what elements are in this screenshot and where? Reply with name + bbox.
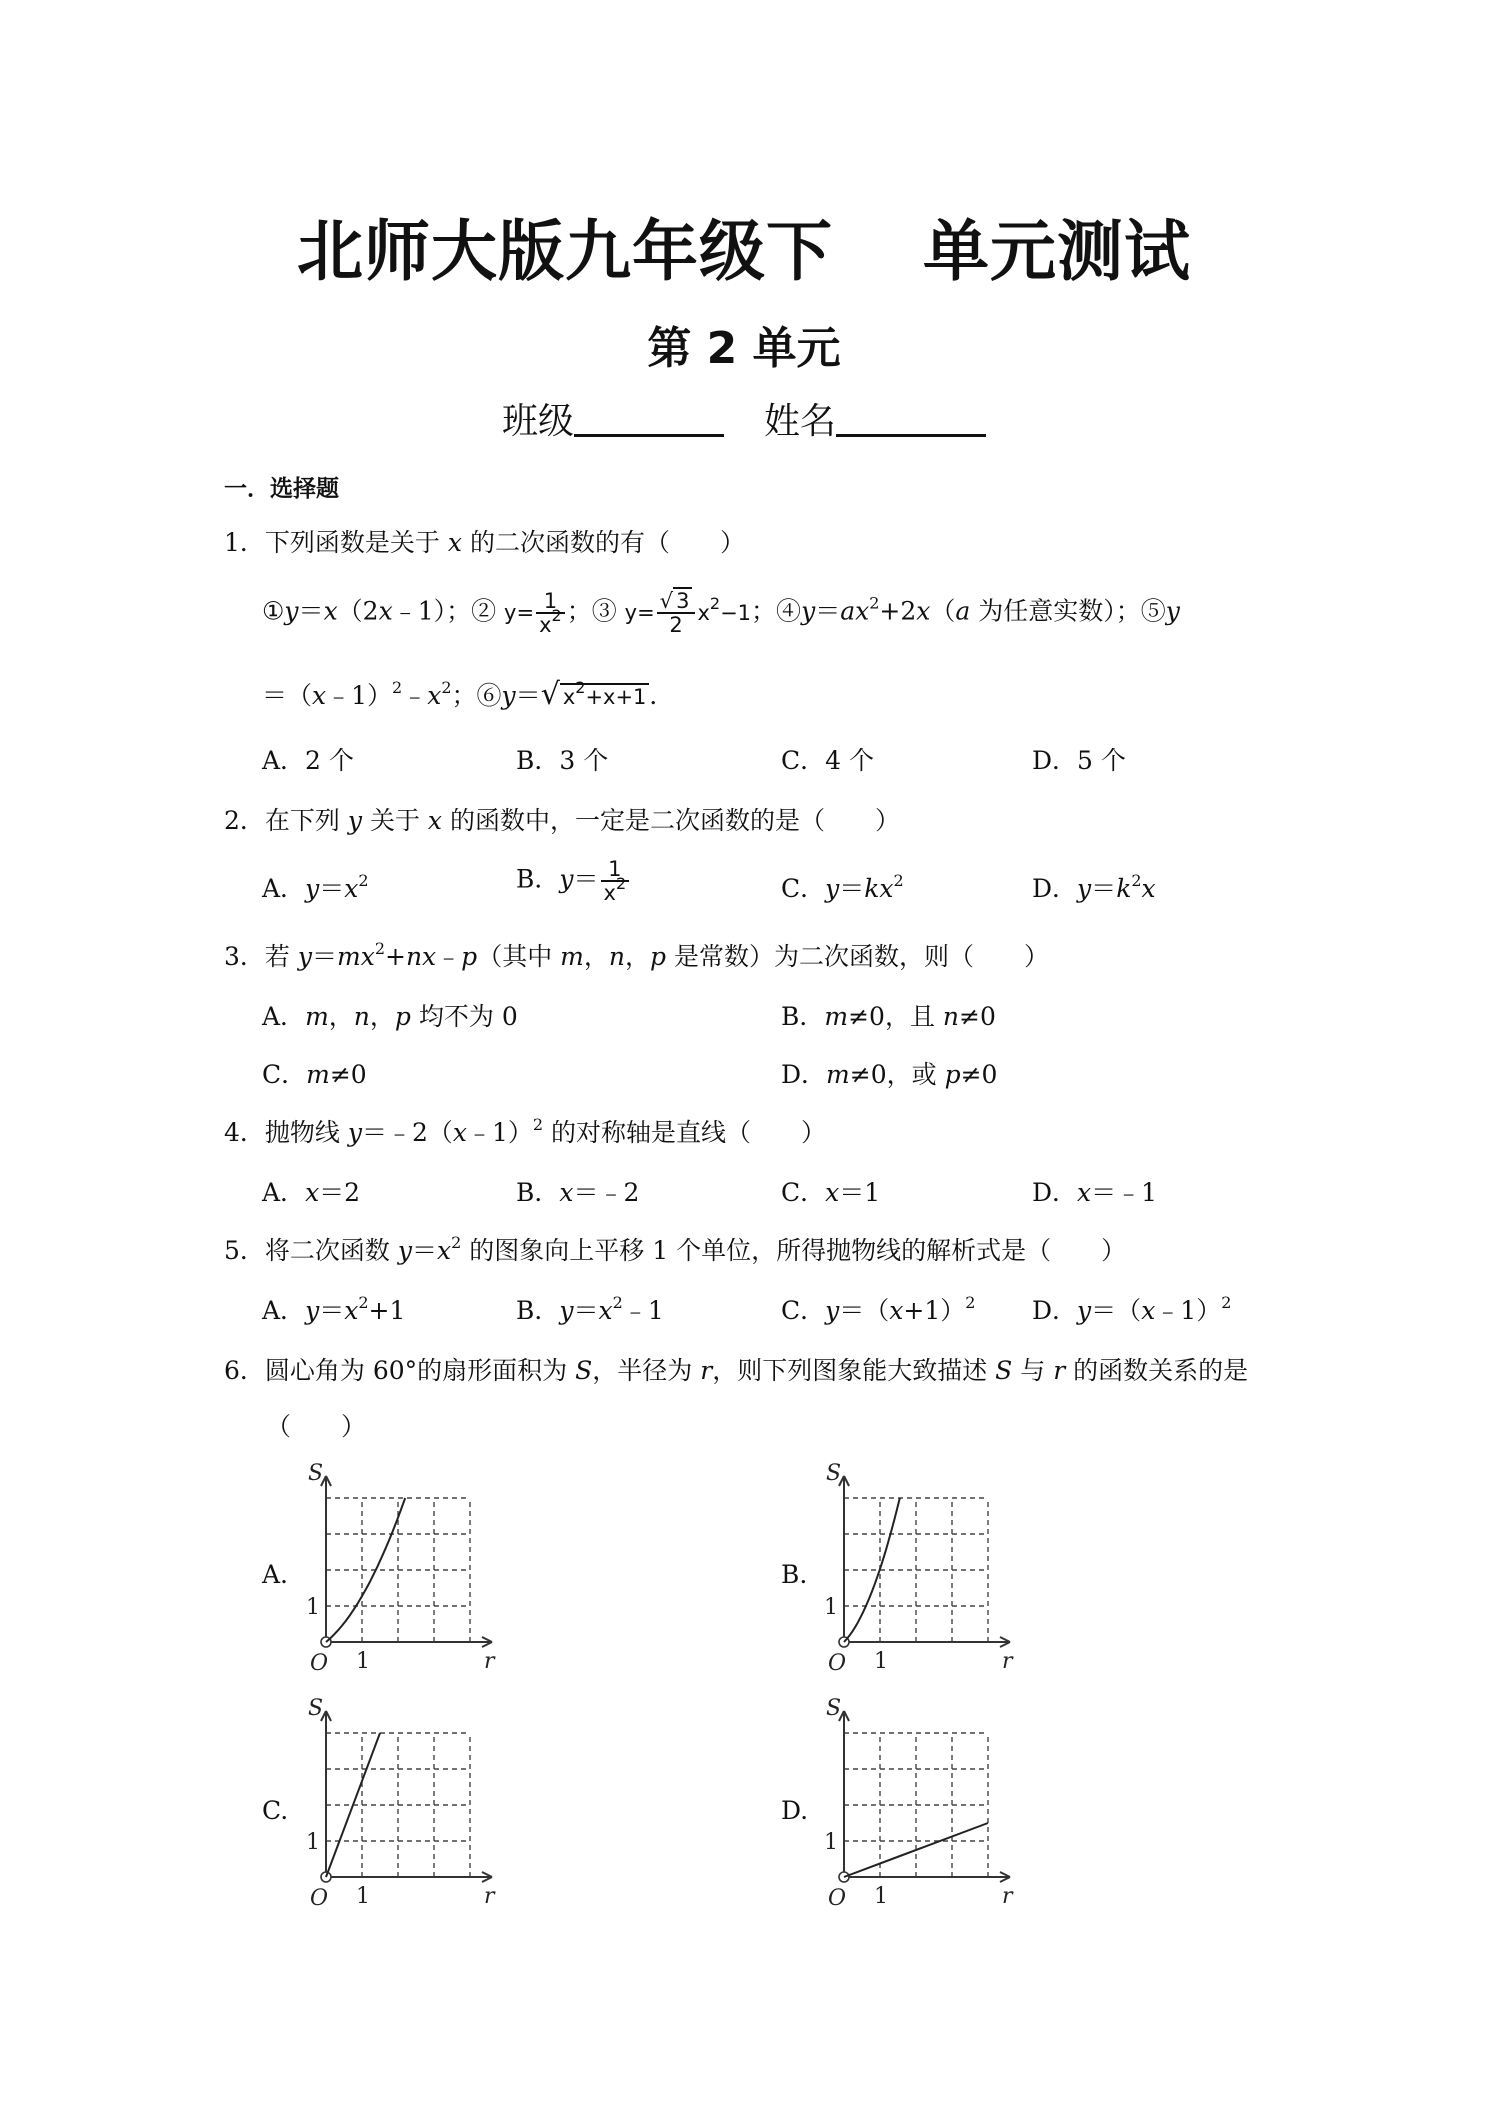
q4-option-b[interactable]: B．x＝﹣2 bbox=[516, 1178, 640, 1207]
q3-option-c[interactable]: C．m≠0 bbox=[262, 1060, 367, 1089]
y-tick-1: 1 bbox=[824, 1830, 838, 1855]
q5-option-a[interactable]: A．$y=x^2+1$ bbox=[262, 1293, 406, 1325]
q6-graph-d[interactable] bbox=[814, 1697, 1024, 1922]
x-tick-1: 1 bbox=[874, 1649, 888, 1674]
y-tick-1: 1 bbox=[306, 1830, 320, 1855]
title-right: 单元测试 bbox=[923, 213, 1191, 290]
q6-option-b-label[interactable]: B. bbox=[781, 1560, 808, 1589]
q6-stem-d: 与 bbox=[1020, 1356, 1046, 1385]
q5-option-d[interactable]: D．y＝（x﹣1）$^2$ bbox=[1032, 1293, 1232, 1325]
x-tick-1: 1 bbox=[356, 1649, 370, 1674]
page-title bbox=[0, 198, 1488, 293]
q1-stem-a: 1．下列函数是关于 bbox=[224, 528, 440, 557]
origin-label: O bbox=[310, 1651, 329, 1676]
q1-option-a[interactable]: A．2 个 bbox=[262, 746, 354, 775]
q3-stem-b: （其中 bbox=[477, 942, 553, 971]
origin-label: O bbox=[828, 1886, 847, 1911]
q6-option-a-label[interactable]: A. bbox=[262, 1560, 289, 1589]
axis-label-r: r bbox=[484, 1649, 495, 1674]
section-heading: 一．选择题 bbox=[224, 476, 339, 502]
q6-stem-c: ，则下列图象能大致描述 bbox=[712, 1356, 988, 1385]
q3-option-d-text: ≠0，或 bbox=[849, 1060, 937, 1089]
q1-stem-b: 的二次函数的有（ ） bbox=[469, 528, 745, 557]
x-tick-1: 1 bbox=[356, 1884, 370, 1909]
axis-label-r: r bbox=[1002, 1884, 1013, 1909]
q2-stem-b: 关于 bbox=[369, 806, 420, 835]
title-left: 北师大版九年级下 bbox=[297, 213, 833, 290]
q6-option-c-label[interactable]: C. bbox=[262, 1796, 289, 1825]
q6-stem-b: ，半径为 bbox=[592, 1356, 693, 1385]
q1-stem: 1．下列函数是关于 x 的二次函数的有（ ） bbox=[224, 528, 745, 557]
q2-option-d[interactable]: D．$y=k^2x$ bbox=[1032, 871, 1156, 903]
q6-graph-c[interactable] bbox=[296, 1697, 506, 1922]
q3-option-d[interactable]: D．m≠0，或 p≠0 bbox=[781, 1060, 998, 1089]
q4-stem-a: 4．抛物线 bbox=[224, 1118, 340, 1147]
q6-option-d-label[interactable]: D. bbox=[781, 1796, 809, 1825]
q6-stem-e: 的函数关系的是 bbox=[1073, 1356, 1249, 1385]
q6-paren: （ ） bbox=[266, 1412, 367, 1441]
q6-stem: 6．圆心角为 60°的扇形面积为 S，半径为 r，则下列图象能大致描述 S 与 r 的函数关系的是 bbox=[224, 1356, 1249, 1385]
q6-graph-b[interactable] bbox=[814, 1462, 1024, 1687]
q5-stem-a: 5．将二次函数 bbox=[224, 1236, 390, 1265]
q1-option-b[interactable]: B．3 个 bbox=[516, 746, 609, 775]
q2-stem-a: 2．在下列 bbox=[224, 806, 340, 835]
axis-label-r: r bbox=[1002, 1649, 1013, 1674]
y-tick-1: 1 bbox=[824, 1595, 838, 1620]
axis-label-s: S bbox=[308, 1462, 324, 1486]
name-label: 姓名 bbox=[764, 401, 837, 442]
q3-stem-a: 3．若 bbox=[224, 942, 290, 971]
axis-label-r: r bbox=[484, 1884, 495, 1909]
name-blank[interactable] bbox=[836, 400, 986, 437]
q4-stem-b: 的对称轴是直线（ ） bbox=[551, 1118, 827, 1147]
origin-label: O bbox=[828, 1651, 847, 1676]
student-info bbox=[0, 393, 1488, 444]
q4-option-d[interactable]: D．x＝﹣1 bbox=[1032, 1178, 1158, 1207]
q3-stem: 3．若 $y=mx^2+nx﹣p$（其中 m，n，p 是常数）为二次函数，则（ ） bbox=[224, 939, 1049, 971]
q2-option-a[interactable]: A．$y=x^2$ bbox=[262, 871, 369, 903]
q4-option-a[interactable]: A．x＝2 bbox=[262, 1178, 361, 1207]
axis-label-s: S bbox=[826, 1462, 842, 1486]
q6-graph-a[interactable] bbox=[296, 1462, 506, 1687]
q5-option-b[interactable]: B．$y=x^2﹣1$ bbox=[516, 1293, 664, 1325]
q6-stem-a: 6．圆心角为 60°的扇形面积为 bbox=[224, 1356, 568, 1385]
q1-option-d[interactable]: D．5 个 bbox=[1032, 746, 1126, 775]
class-label: 班级 bbox=[501, 401, 574, 442]
q3-option-a[interactable]: A．m，n，p 均不为 0 bbox=[262, 1002, 518, 1031]
class-blank[interactable] bbox=[574, 400, 724, 437]
q3-option-a-text: 均不为 0 bbox=[418, 1002, 518, 1031]
x-tick-1: 1 bbox=[874, 1884, 888, 1909]
q1-functions-line2: $=(x﹣1)^2﹣x^2$；⑥y＝√ $x^2+x+1$ ． bbox=[262, 677, 675, 712]
q3-stem-c: 是常数）为二次函数，则（ ） bbox=[673, 942, 1049, 971]
q5-stem-b: 的图象向上平移 1 个单位，所得抛物线的解析式是（ ） bbox=[469, 1236, 1127, 1265]
axis-label-s: S bbox=[308, 1697, 324, 1721]
q4-stem: 4．抛物线 y＝﹣2（x﹣1）$^2$ 的对称轴是直线（ ） bbox=[224, 1115, 827, 1147]
q2-stem-c: 的函数中，一定是二次函数的是（ ） bbox=[449, 806, 900, 835]
q1-option-c[interactable]: C．4 个 bbox=[781, 746, 874, 775]
q5-stem: 5．将二次函数 $y=x^2$ 的图象向上平移 1 个单位，所得抛物线的解析式是（ ） bbox=[224, 1233, 1127, 1265]
unit-subtitle: 第 2 单元 bbox=[647, 323, 841, 374]
q3-option-b-text: ≠0，且 bbox=[848, 1002, 935, 1031]
origin-label: O bbox=[310, 1886, 329, 1911]
q3-option-b[interactable]: B．m≠0，且 n≠0 bbox=[781, 1002, 996, 1031]
y-tick-1: 1 bbox=[306, 1595, 320, 1620]
q2-option-b[interactable]: B．y＝ $\frac{1}{x^2}$ bbox=[516, 858, 631, 904]
axis-label-s: S bbox=[826, 1697, 842, 1721]
q1-functions-line1: ①y＝x（2x﹣1）；② y= $\frac{1}{x^2}$ ；③ y= $\frac{√ 3}{2}$ $x^2-1$；$④y=ax^2+2x(a$ 为任意实数）；⑤y bbox=[262, 589, 1180, 638]
q2-stem: 2．在下列 y 关于 x 的函数中，一定是二次函数的是（ ） bbox=[224, 806, 900, 835]
q2-option-c[interactable]: C．$y=kx^2$ bbox=[781, 871, 904, 903]
q5-option-c[interactable]: C．$y=(x+1)^2$ bbox=[781, 1293, 976, 1325]
q4-option-c[interactable]: C．x＝1 bbox=[781, 1178, 881, 1207]
